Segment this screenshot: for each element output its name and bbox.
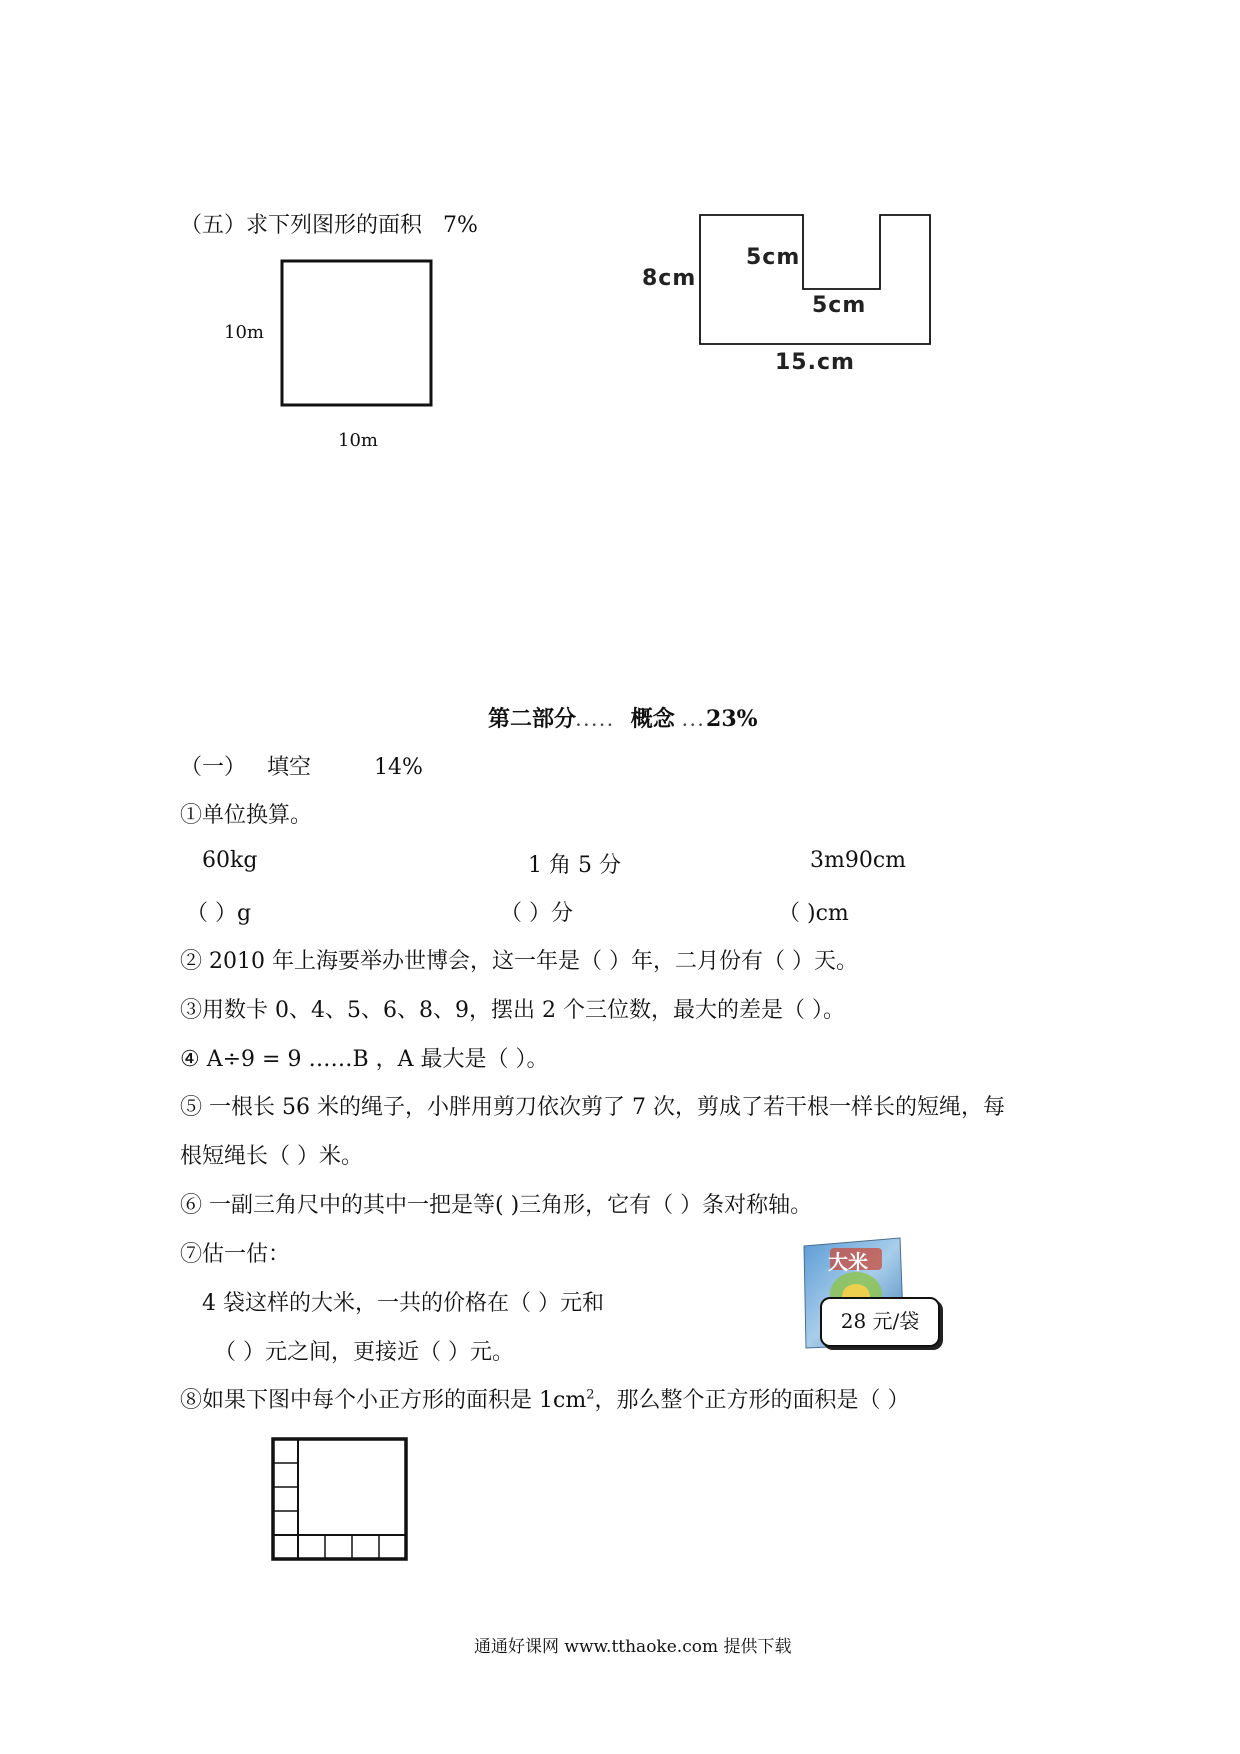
area-figures <box>0 0 1240 480</box>
q7-line1: 4 袋这样的大米，一共的价格在（ ）元和 <box>202 1291 604 1316</box>
u-shape-bottom-label: 15.cm <box>775 350 855 375</box>
q1-title: ①单位换算。 <box>180 803 313 828</box>
q1-item-1: 60kg <box>202 848 258 873</box>
rice-bag-label: 大米 <box>828 1250 868 1274</box>
q5-text-line2: 根短绳长（ ）米。 <box>180 1144 363 1169</box>
u-shape-notch-depth-label: 5cm <box>746 245 801 270</box>
q6-text: ⑥ 一副三角尺中的其中一把是等( )三角形，它有（ ）条对称轴。 <box>180 1193 813 1218</box>
u-shape-notch-width-label: 5cm <box>812 293 867 318</box>
square-figure <box>282 261 431 405</box>
page-footer: 通通好课网 www.tthaoke.com 提供下载 <box>474 1637 792 1657</box>
square-side-label: 10m <box>224 322 264 343</box>
q1-item-3: 3m90cm <box>810 848 907 873</box>
q7-title: ⑦估一估： <box>180 1242 291 1267</box>
fill-blank-heading: （一） 填空 14% <box>180 755 423 780</box>
q1-answer-3: （ )cm <box>778 901 849 926</box>
q1-answer-2: （ ）分 <box>500 901 573 926</box>
q1-answer-1: （ ）g <box>186 901 252 926</box>
square-bottom-label: 10m <box>338 430 378 451</box>
q8-text: ⑧如果下图中每个小正方形的面积是 $1cm^2$，那么整个正方形的面积是（ ） <box>180 1387 910 1413</box>
price-tag-text: 28 元/袋 <box>840 1309 920 1333</box>
u-shape-left-label: 8cm <box>642 266 697 291</box>
u-shape-figure <box>700 215 930 344</box>
q5-text-line1: ⑤ 一根长 56 米的绳子，小胖用剪刀依次剪了 7 次，剪成了若干根一样长的短绳，每 <box>180 1095 1005 1120</box>
part2-title: 第二部分..... 概念 ...23% <box>488 706 758 732</box>
grid-square-figure <box>270 1436 410 1566</box>
price-tag <box>820 1297 940 1347</box>
q2-text: ② 2010 年上海要举办世博会，这一年是（ ）年，二月份有（ ）天。 <box>180 949 858 974</box>
q4-text: ④ A÷9 = 9 ……B ，A 最大是（ ）。 <box>180 1047 549 1072</box>
section5-title: （五）求下列图形的面积 7% <box>180 213 478 238</box>
section5-percent: 7% <box>443 213 478 238</box>
q7-line2: （ ）元之间，更接近（ ）元。 <box>214 1340 514 1365</box>
q1-item-2: 1 角 5 分 <box>528 853 621 878</box>
q3-text: ③用数卡 0、4、5、6、8、9，摆出 2 个三位数，最大的差是（ ）。 <box>180 998 845 1023</box>
